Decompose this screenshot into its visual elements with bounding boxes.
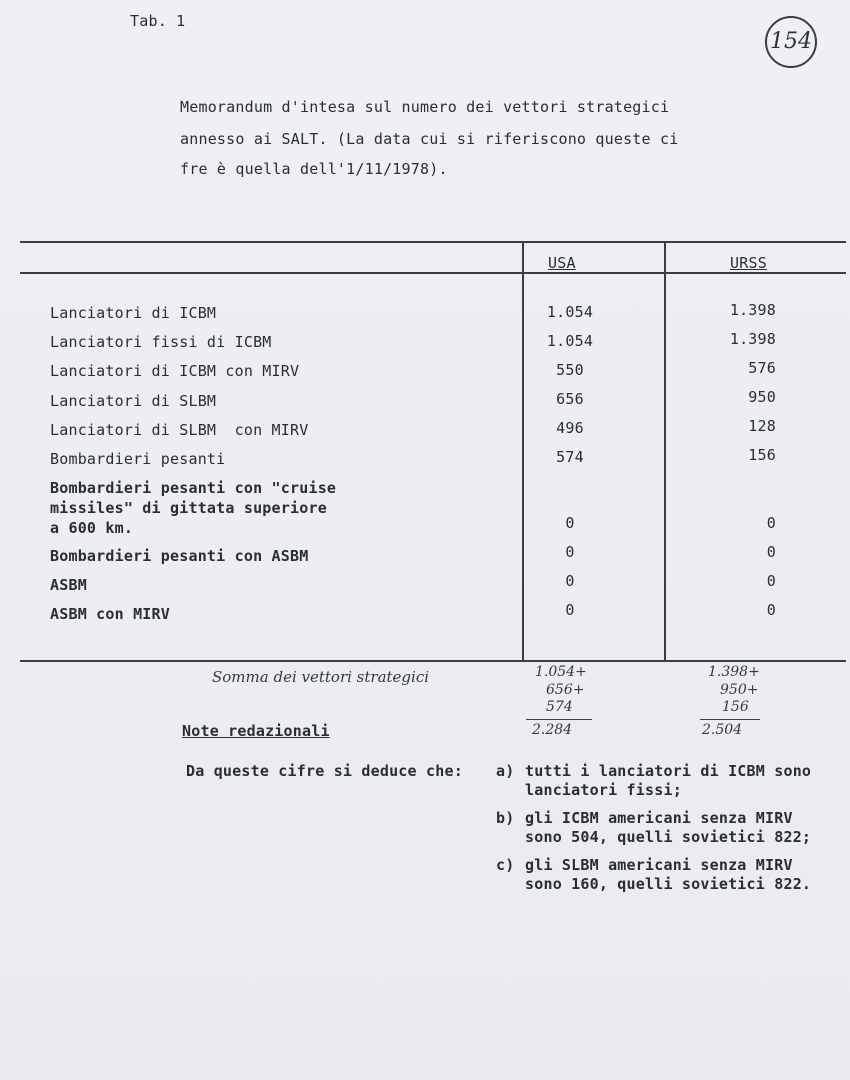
row-label: Lanciatori di ICBM	[50, 304, 217, 322]
note-line: sono 504, quelli sovietici 822;	[525, 828, 812, 846]
urss-value: 1.398	[729, 330, 776, 348]
usa-value: 496	[556, 419, 584, 437]
note-line: sono 160, quelli sovietici 822.	[525, 875, 812, 893]
urss-value: 1.398	[729, 301, 776, 319]
intro-line-3: fre è quella dell'1/11/1978).	[180, 160, 448, 178]
note-line: lanciatori fissi;	[525, 781, 682, 799]
usa-value: 1.054	[546, 303, 594, 321]
usa-value: 0	[565, 601, 575, 619]
note-line: tutti i lanciatori di ICBM sono	[525, 762, 812, 780]
row-label-line: a 600 km.	[50, 519, 134, 537]
table-bottom-rule	[20, 660, 846, 662]
tab-label: Tab. 1	[130, 12, 186, 30]
usa-value: 0	[565, 572, 575, 590]
row-label-line: missiles" di gittata superiore	[50, 499, 327, 517]
urss-value: 0	[766, 514, 776, 532]
urss-sum-total: 2.504	[702, 722, 743, 738]
note-marker: b)	[496, 809, 515, 827]
notes-lead: Da queste cifre si deduce che:	[186, 762, 463, 780]
column-divider-1	[522, 241, 524, 662]
urss-sum-term: 1.398+	[708, 664, 760, 680]
row-label: Bombardieri pesanti	[50, 450, 226, 468]
row-label-line: Bombardieri pesanti con "cruise	[50, 479, 337, 497]
usa-sum-term: 1.054+	[535, 664, 587, 680]
usa-value: 0	[565, 543, 575, 561]
usa-value: 0	[565, 514, 575, 532]
notes-title: Note redazionali	[182, 722, 330, 740]
usa-sum-rule	[526, 719, 592, 720]
urss-value: 0	[766, 572, 776, 590]
urss-value: 0	[766, 543, 776, 561]
usa-sum-total: 2.284	[532, 722, 573, 738]
row-label: Lanciatori fissi di ICBM	[50, 333, 272, 351]
intro-line-2: annesso ai SALT. (La data cui si riferiscono queste ci	[180, 130, 679, 148]
note-line: gli ICBM americani senza MIRV	[525, 809, 793, 827]
table-header-rule	[20, 272, 846, 274]
urss-value: 576	[748, 359, 776, 377]
row-label: Lanciatori di SLBM	[50, 392, 217, 410]
row-label: Bombardieri pesanti con ASBM	[50, 547, 309, 565]
row-label: ASBM con MIRV	[50, 605, 170, 623]
page-number-stamp: 154	[765, 16, 817, 68]
usa-value: 574	[556, 448, 584, 466]
column-header-usa: USA	[548, 254, 576, 272]
urss-value: 156	[748, 446, 776, 464]
usa-sum-term: 574	[546, 699, 573, 715]
note-marker: c)	[496, 856, 515, 874]
handwritten-sum-label: Somma dei vettori strategici	[212, 668, 430, 686]
usa-value: 550	[556, 361, 584, 379]
row-label: ASBM	[50, 576, 87, 594]
urss-value: 950	[748, 388, 776, 406]
row-label: Lanciatori di ICBM con MIRV	[50, 362, 300, 380]
urss-sum-term: 156	[722, 699, 749, 715]
column-header-urss: URSS	[730, 254, 767, 272]
urss-sum-rule	[700, 719, 760, 720]
note-marker: a)	[496, 762, 515, 780]
row-label: Lanciatori di SLBM con MIRV	[50, 421, 309, 439]
usa-value: 1.054	[546, 332, 594, 350]
urss-value: 128	[748, 417, 776, 435]
intro-line-1: Memorandum d'intesa sul numero dei vettori strategici	[180, 98, 670, 116]
table-top-rule	[20, 241, 846, 243]
column-divider-2	[664, 241, 666, 662]
urss-value: 0	[766, 601, 776, 619]
usa-value: 656	[556, 390, 584, 408]
usa-sum-term: 656+	[546, 682, 585, 698]
urss-sum-term: 950+	[720, 682, 759, 698]
note-line: gli SLBM americani senza MIRV	[525, 856, 793, 874]
